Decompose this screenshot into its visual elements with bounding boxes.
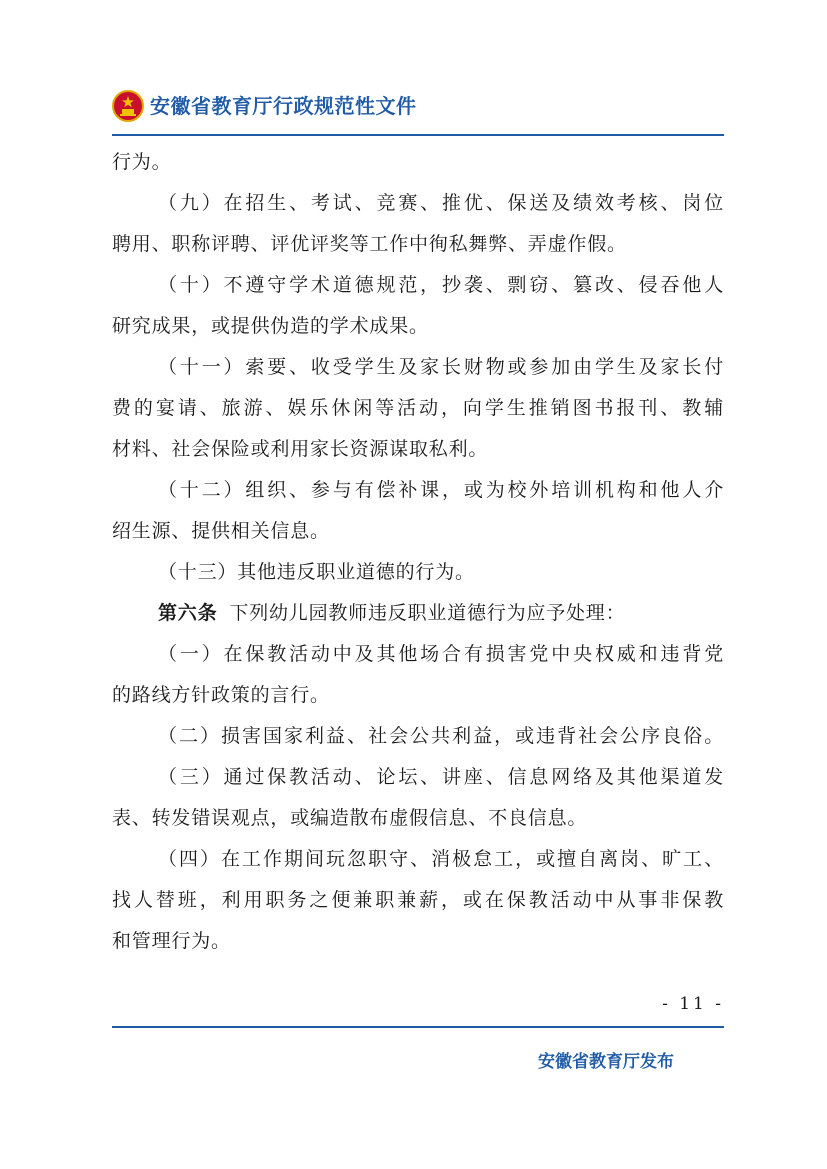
body-line: （四）在工作期间玩忽职守、消极怠工，或擅自离岗、旷工、 (158, 848, 724, 870)
body-line: 研究成果，或提供伪造的学术成果。 (112, 315, 429, 337)
body-line: 材料、社会保险或利用家长资源谋取私利。 (112, 438, 489, 460)
body-line: 行为。 (112, 151, 172, 173)
document-body (112, 142, 724, 962)
article-intro: 下列幼儿园教师违反职业道德行为应予处理： (229, 602, 626, 624)
body-line: （十二）组织、参与有偿补课，或为校外培训机构和他人介 (158, 479, 724, 501)
header-title: 安徽省教育厅行政规范性文件 (150, 94, 417, 118)
body-line: （九）在招生、考试、竞赛、推优、保送及绩效考核、岗位 (158, 192, 724, 214)
document-header (112, 88, 724, 132)
body-line: 表、转发错误观点，或编造散布虚假信息、不良信息。 (112, 807, 588, 829)
body-line: 找人替班，利用职务之便兼职兼薪，或在保教活动中从事非保教 (112, 889, 724, 911)
footer-publisher: 安徽省教育厅发布 (538, 1052, 674, 1072)
body-line: （十一）索要、收受学生及家长财物或参加由学生及家长付 (158, 356, 724, 378)
body-line: （十三）其他违反职业道德的行为。 (158, 561, 475, 583)
body-line: 和管理行为。 (112, 930, 231, 952)
body-line: （二）损害国家利益、社会公共利益，或违背社会公序良俗。 (158, 725, 724, 747)
body-line: 聘用、职称评聘、评优评奖等工作中徇私舞弊、弄虚作假。 (112, 233, 627, 255)
body-line: （一）在保教活动中及其他场合有损害党中央权威和违背党 (158, 643, 724, 665)
national-emblem-icon (112, 90, 144, 122)
page-number: - 11 - (662, 994, 724, 1014)
article-label: 第六条 (158, 602, 218, 624)
body-line: 绍生源、提供相关信息。 (112, 520, 330, 542)
body-line: （十）不遵守学术道德规范，抄袭、剽窃、篡改、侵吞他人 (158, 274, 724, 296)
header-divider (112, 134, 724, 136)
article-heading-line (112, 593, 724, 634)
body-line: 的路线方针政策的言行。 (112, 684, 330, 706)
body-line: 费的宴请、旅游、娱乐休闲等活动，向学生推销图书报刊、教辅 (112, 397, 724, 419)
footer-divider (112, 1026, 724, 1028)
body-line: （三）通过保教活动、论坛、讲座、信息网络及其他渠道发 (158, 766, 724, 788)
